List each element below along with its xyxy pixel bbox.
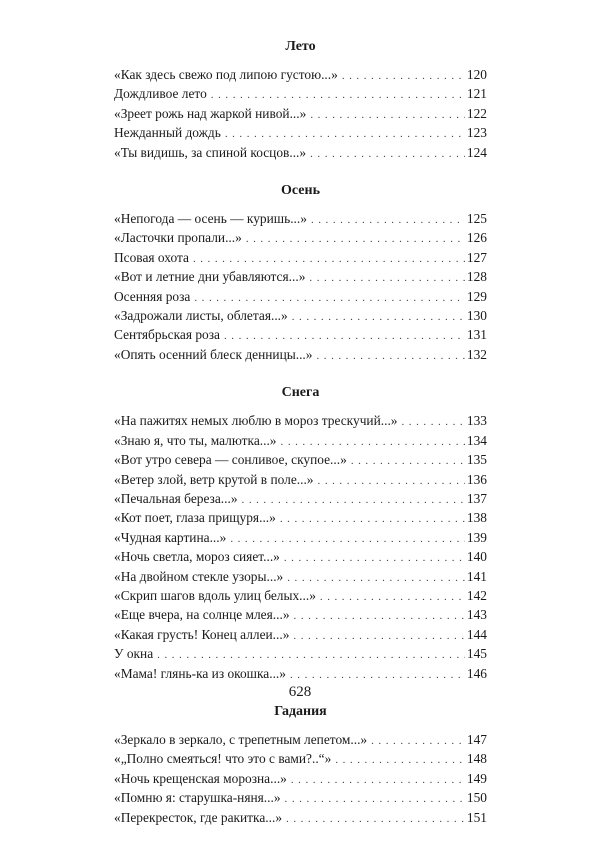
toc-entry [114, 568, 487, 587]
entry-page: 150 [466, 790, 487, 806]
dot-leader [371, 733, 465, 750]
entry-page: 125 [466, 211, 487, 227]
entry-page: 135 [466, 452, 487, 468]
dot-leader [310, 146, 465, 163]
entry-title: «Вот утро севера — сонливое, скупое...» [114, 452, 347, 468]
entry-title: «Еще вчера, на солнце млея...» [114, 607, 290, 623]
toc-entry [114, 249, 487, 268]
section-title: Лето [285, 39, 316, 54]
toc-entry [114, 509, 487, 528]
dot-leader [285, 791, 465, 808]
dot-leader [342, 68, 465, 85]
entry-page: 144 [466, 626, 487, 642]
entry-title: «Печальная береза...» [114, 490, 238, 506]
dot-leader [242, 492, 465, 509]
entry-title: «Как здесь свежо под липою густою...» [114, 67, 338, 82]
entry-title: «Зреет рожь над жаркой нивой...» [114, 105, 307, 121]
entry-page: 148 [466, 751, 487, 767]
toc-entry [114, 307, 487, 326]
entry-title: Нежданный дождь [114, 125, 221, 141]
page-number: 628 [288, 684, 312, 700]
entry-title: Сентябрьская роза [114, 327, 220, 343]
toc-entry [114, 665, 487, 684]
dot-leader [224, 328, 465, 345]
entry-page: 139 [466, 529, 487, 545]
dot-leader [194, 290, 465, 307]
toc-entry [114, 124, 487, 143]
entry-title: «Опять осенний блеск денницы...» [114, 346, 313, 362]
toc-entry [114, 809, 487, 828]
toc-section-summer [114, 38, 487, 163]
dot-leader [286, 811, 465, 828]
toc-entry [114, 268, 487, 287]
toc-entry [114, 288, 487, 307]
toc-entry [114, 626, 487, 645]
entry-page: 137 [466, 490, 487, 506]
entry-page: 146 [466, 665, 487, 681]
entry-title: «Кот поет, глаза прищуря...» [114, 510, 276, 526]
entry-page: 138 [466, 510, 487, 526]
entry-title: «Знаю я, что ты, малютка...» [114, 432, 277, 448]
entry-title: «На двойном стекле узоры...» [114, 568, 284, 584]
toc-entry [114, 105, 487, 124]
entry-page: 124 [466, 144, 487, 160]
toc-entry [114, 548, 487, 567]
entry-title: Псовая охота [114, 249, 189, 265]
toc-entry [114, 606, 487, 625]
entry-page: 122 [466, 105, 487, 121]
toc-entry [114, 587, 487, 606]
dot-leader [225, 126, 465, 143]
entry-page: 140 [466, 549, 487, 565]
toc-section-autumn [114, 182, 487, 365]
entry-page: 120 [466, 67, 487, 82]
entry-title: «„Полно смеяться! что это с вами?..“» [114, 751, 332, 767]
dot-leader [290, 667, 465, 684]
entry-page: 145 [466, 646, 487, 662]
entry-title: «Мама! глянь-ка из окошка...» [114, 665, 286, 681]
dot-leader [280, 511, 465, 528]
dot-leader [318, 473, 465, 490]
entry-title: «На пажитях немых люблю в мороз трескучий...» [114, 413, 398, 429]
toc-entry [114, 789, 487, 808]
entry-title: «Вот и летние дни убавляются...» [114, 269, 306, 285]
entry-page: 123 [466, 125, 487, 141]
toc-entry [114, 529, 487, 548]
entry-title: «Помню я: старушка-няня...» [114, 790, 281, 806]
entry-page: 141 [466, 568, 487, 584]
dot-leader [193, 251, 465, 268]
entry-title: Осенняя роза [114, 288, 191, 304]
entry-title: «Ты видишь, за спиной косцов...» [114, 144, 307, 160]
entry-page: 129 [466, 288, 487, 304]
entry-page: 149 [466, 770, 487, 786]
entry-title: «Ласточки пропали...» [114, 230, 242, 246]
section-title: Снега [281, 385, 320, 401]
dot-leader [292, 309, 465, 326]
toc-entry [114, 750, 487, 769]
entry-page: 143 [466, 607, 487, 623]
dot-leader [311, 212, 465, 229]
toc-entry [114, 645, 487, 664]
dot-leader [316, 348, 464, 365]
entry-page: 131 [466, 327, 487, 343]
dot-leader [320, 589, 465, 606]
entry-page: 130 [466, 308, 487, 324]
dot-leader [335, 752, 465, 769]
dot-leader [310, 107, 465, 124]
entry-title: «Зеркало в зеркало, с трепетным лепетом...» [114, 731, 368, 747]
entry-page: 133 [466, 413, 487, 429]
entry-page: 147 [466, 731, 487, 747]
entry-page: 128 [466, 269, 487, 285]
section-title: Гадания [274, 703, 327, 719]
dot-leader [284, 550, 465, 567]
entry-page: 142 [466, 587, 487, 603]
entry-title: «Ночь крещенская морозна...» [114, 770, 287, 786]
toc-entry [114, 731, 487, 750]
toc-entry [114, 490, 487, 509]
toc-section-snows [114, 384, 487, 684]
dot-leader [309, 270, 465, 287]
dot-leader [293, 628, 464, 645]
dot-leader [246, 231, 465, 248]
dot-leader [287, 570, 465, 587]
toc-entry [114, 451, 487, 470]
entry-title: «Чудная картина...» [114, 529, 227, 545]
entry-title: У окна [114, 646, 154, 662]
dot-leader [281, 434, 465, 451]
dot-leader [402, 414, 465, 431]
entry-title: Дождливое лето [114, 86, 207, 102]
dot-leader [294, 608, 465, 625]
entry-page: 126 [466, 230, 487, 246]
toc-entry [114, 210, 487, 229]
entry-page: 127 [466, 249, 487, 265]
section-title: Осень [281, 183, 320, 199]
entry-title: «Скрип шагов вдоль улиц белых...» [114, 587, 316, 603]
entry-title: «Задрожали листы, облетая...» [114, 308, 288, 324]
toc-entry [114, 346, 487, 365]
entry-title: «Ветер злой, ветр крутой в поле...» [114, 471, 314, 487]
toc-entry [114, 66, 487, 85]
dot-leader [230, 531, 465, 548]
entry-title: «Какая грусть! Конец аллеи...» [114, 626, 290, 642]
entry-page: 136 [466, 471, 487, 487]
toc-entry [114, 412, 487, 431]
dot-leader [211, 87, 465, 104]
entry-page: 151 [466, 809, 487, 825]
entry-title: «Перекресток, где ракитка...» [114, 809, 283, 825]
entry-page: 132 [466, 346, 487, 362]
toc-entry [114, 326, 487, 345]
toc-entry [114, 229, 487, 248]
entry-page: 121 [466, 86, 487, 102]
entry-title: «Ночь светла, мороз сияет...» [114, 549, 280, 565]
toc-entry [114, 85, 487, 104]
toc-entry [114, 770, 487, 789]
dot-leader [351, 453, 465, 470]
toc-entry [114, 144, 487, 163]
toc-entry [114, 471, 487, 490]
dot-leader [157, 647, 465, 664]
table-of-contents [114, 38, 487, 847]
dot-leader [291, 772, 465, 789]
toc-section-fortune-telling [114, 703, 487, 828]
entry-title: «Непогода — осень — куришь...» [114, 211, 307, 227]
toc-entry [114, 432, 487, 451]
entry-page: 134 [466, 432, 487, 448]
